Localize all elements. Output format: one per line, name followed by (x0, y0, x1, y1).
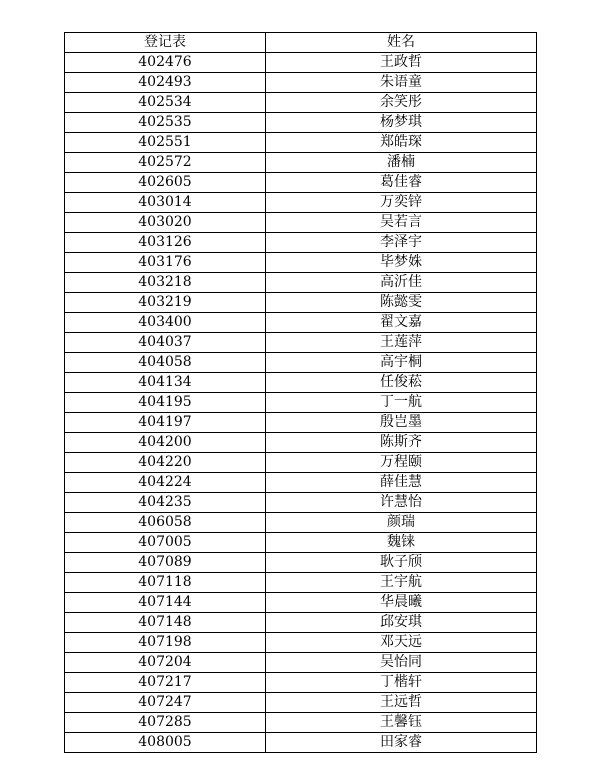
register-id-cell: 402476 (65, 53, 266, 73)
student-name-cell: 高沂佳 (266, 273, 537, 293)
register-id-cell: 402534 (65, 93, 266, 113)
register-id-cell: 402605 (65, 173, 266, 193)
student-name-cell: 许慧怡 (266, 493, 537, 513)
student-name-cell: 潘楠 (266, 153, 537, 173)
table-row (65, 133, 537, 153)
register-id-cell: 402493 (65, 73, 266, 93)
table-row (65, 433, 537, 453)
student-name-cell: 杨梦琪 (266, 113, 537, 133)
table-row (65, 373, 537, 393)
table-row (65, 693, 537, 713)
student-name-cell: 田家睿 (266, 733, 537, 753)
register-id-cell: 404235 (65, 493, 266, 513)
register-id-cell: 407247 (65, 693, 266, 713)
registration-table (64, 32, 537, 753)
table-row (65, 233, 537, 253)
table-row (65, 193, 537, 213)
student-name-cell: 翟文嘉 (266, 313, 537, 333)
student-name-cell: 吴若言 (266, 213, 537, 233)
table-row (65, 393, 537, 413)
table-row (65, 573, 537, 593)
student-name-cell: 颜瑞 (266, 513, 537, 533)
register-id-cell: 404220 (65, 453, 266, 473)
student-name-cell: 高宇桐 (266, 353, 537, 373)
student-name-cell: 耿子颀 (266, 553, 537, 573)
table-row (65, 253, 537, 273)
table-row (65, 53, 537, 73)
student-name-cell: 殷岂墨 (266, 413, 537, 433)
register-id-cell: 404195 (65, 393, 266, 413)
table-row (65, 113, 537, 133)
student-name-cell: 丁楷轩 (266, 673, 537, 693)
register-id-cell: 404197 (65, 413, 266, 433)
register-id-cell: 404200 (65, 433, 266, 453)
student-name-cell: 邓天远 (266, 633, 537, 653)
student-name-cell: 丁一航 (266, 393, 537, 413)
register-id-cell: 407148 (65, 613, 266, 633)
table-row (65, 273, 537, 293)
register-id-cell: 403014 (65, 193, 266, 213)
student-name-cell: 魏铼 (266, 533, 537, 553)
student-name-cell: 王政哲 (266, 53, 537, 73)
register-id-cell: 407089 (65, 553, 266, 573)
table-row (65, 613, 537, 633)
table-body (65, 53, 537, 753)
table-row (65, 173, 537, 193)
register-id-cell: 404037 (65, 333, 266, 353)
student-name-cell: 朱语童 (266, 73, 537, 93)
table-row (65, 493, 537, 513)
table-row (65, 653, 537, 673)
student-name-cell: 郑皓琛 (266, 133, 537, 153)
table-row (65, 473, 537, 493)
student-name-cell: 王馨钰 (266, 713, 537, 733)
register-id-cell: 403218 (65, 273, 266, 293)
table-row (65, 353, 537, 373)
student-name-cell: 王远哲 (266, 693, 537, 713)
register-id-cell: 407285 (65, 713, 266, 733)
student-name-cell: 吴怡同 (266, 653, 537, 673)
register-id-cell: 402572 (65, 153, 266, 173)
table-row (65, 553, 537, 573)
student-name-cell: 任俊菘 (266, 373, 537, 393)
student-name-cell: 陈懿雯 (266, 293, 537, 313)
table-row (65, 413, 537, 433)
student-name-cell: 王莲萍 (266, 333, 537, 353)
student-name-cell: 薛佳慧 (266, 473, 537, 493)
table-row (65, 713, 537, 733)
table-row (65, 673, 537, 693)
student-name-cell: 毕梦姝 (266, 253, 537, 273)
register-id-cell: 403176 (65, 253, 266, 273)
register-id-cell: 407198 (65, 633, 266, 653)
register-id-cell: 403020 (65, 213, 266, 233)
register-id-cell: 407204 (65, 653, 266, 673)
table-row (65, 633, 537, 653)
student-name-cell: 陈斯齐 (266, 433, 537, 453)
register-id-cell: 407005 (65, 533, 266, 553)
register-id-cell: 404058 (65, 353, 266, 373)
register-id-cell: 407217 (65, 673, 266, 693)
table-row (65, 73, 537, 93)
table-row (65, 533, 537, 553)
table-row (65, 293, 537, 313)
header-register-id: 登记表 (65, 33, 266, 53)
table-row (65, 453, 537, 473)
student-name-cell: 李泽宇 (266, 233, 537, 253)
student-name-cell: 万奕锌 (266, 193, 537, 213)
register-id-cell: 403400 (65, 313, 266, 333)
register-id-cell: 406058 (65, 513, 266, 533)
student-name-cell: 万程颐 (266, 453, 537, 473)
student-name-cell: 余笑彤 (266, 93, 537, 113)
student-name-cell: 邱安琪 (266, 613, 537, 633)
table-row (65, 313, 537, 333)
register-id-cell: 404224 (65, 473, 266, 493)
table-row (65, 513, 537, 533)
register-id-cell: 403126 (65, 233, 266, 253)
header-name: 姓名 (266, 33, 537, 53)
register-id-cell: 402551 (65, 133, 266, 153)
register-id-cell: 404134 (65, 373, 266, 393)
student-name-cell: 华晨曦 (266, 593, 537, 613)
register-id-cell: 407144 (65, 593, 266, 613)
student-name-cell: 王宇航 (266, 573, 537, 593)
register-id-cell: 407118 (65, 573, 266, 593)
student-name-cell: 葛佳睿 (266, 173, 537, 193)
table-row (65, 333, 537, 353)
table-row (65, 213, 537, 233)
table-row (65, 153, 537, 173)
table-row (65, 733, 537, 753)
register-id-cell: 403219 (65, 293, 266, 313)
register-id-cell: 402535 (65, 113, 266, 133)
table-header-row (65, 33, 537, 53)
register-id-cell: 408005 (65, 733, 266, 753)
table-row (65, 593, 537, 613)
table-row (65, 93, 537, 113)
